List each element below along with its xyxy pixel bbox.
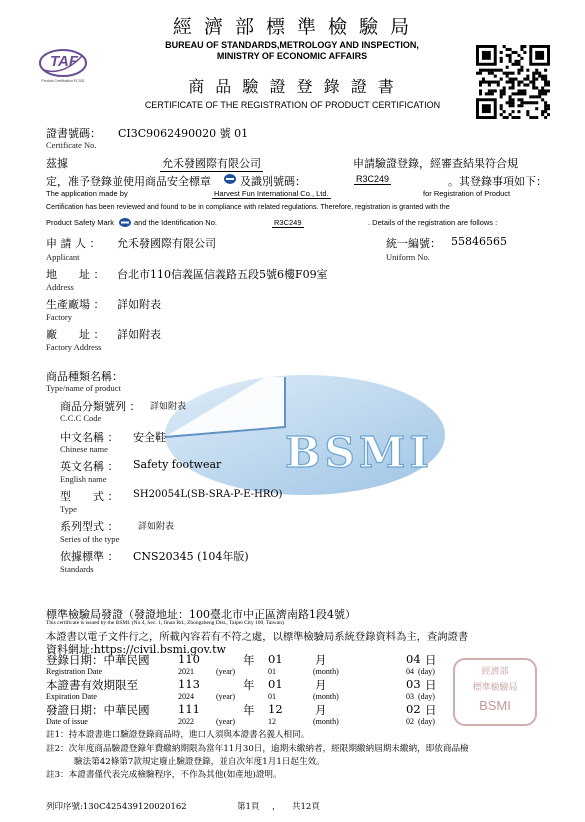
date-0-ye-en: 2021 bbox=[178, 667, 194, 676]
factory-label: 生產廠場 ： bbox=[46, 298, 105, 311]
statement-company-en: Harvest Fun International Co., Ltd. bbox=[214, 189, 329, 198]
uniform-no-label: 統一編號： bbox=[386, 237, 441, 250]
note-3: 註3：本證書僅代表完成檢驗程序，不作為其他(如產地)證明。 bbox=[46, 770, 282, 780]
applicant-value: 允禾發國際有限公司 bbox=[117, 237, 216, 250]
date-2-label: 發證日期：中華民國 bbox=[46, 703, 150, 717]
date-0-yl: 年 bbox=[243, 653, 255, 667]
statement-l2-b: 及識別號碼： bbox=[240, 175, 306, 188]
cert-no-label: 證書號碼： bbox=[46, 127, 101, 140]
uniform-no-value: 55846565 bbox=[451, 235, 507, 248]
ccc-label-en: C.C.C Code bbox=[60, 413, 102, 423]
factory-address-label-en: Factory Address bbox=[46, 342, 102, 352]
date-2-label-en: Date of issue bbox=[46, 717, 88, 726]
date-0-dl: 日 bbox=[425, 653, 437, 667]
statement-l5-a: Product Safety Mark bbox=[46, 218, 114, 227]
footer-page: 第1頁 bbox=[237, 802, 260, 812]
date-0-yle-en: (year) bbox=[216, 667, 236, 676]
standard-value: CNS20345 (104年版) bbox=[133, 550, 249, 563]
date-0-label-en: Registration Date bbox=[46, 667, 103, 676]
date-2-ye-en: 2022 bbox=[178, 717, 194, 726]
date-1-label-en: Expiration Date bbox=[46, 692, 97, 701]
series-label: 系列型式 ： bbox=[60, 520, 119, 533]
uniform-no-label-en: Uniform No. bbox=[386, 252, 430, 262]
date-0-me-en: 01 bbox=[268, 667, 276, 676]
statement-l2-c: 。其登錄事項如下： bbox=[448, 175, 547, 188]
address-value: 台北市110信義區信義路五段5號6樓F09室 bbox=[117, 268, 328, 281]
date-1-ml: 月 bbox=[315, 678, 327, 692]
factory-address-value: 詳如附表 bbox=[117, 328, 161, 341]
bsmi-seal bbox=[453, 658, 537, 726]
note-1: 註1：持本證書進口驗證登錄商品時，進口人須與本證書名義人相同。 bbox=[46, 730, 310, 740]
date-2-m: 12 bbox=[268, 702, 283, 716]
date-1-d: 03 bbox=[406, 677, 421, 691]
seal-line3: BSMI bbox=[479, 698, 511, 713]
address-label-en: Address bbox=[46, 282, 74, 292]
statement-l3-a: The application made by bbox=[46, 189, 128, 198]
note-2: 註2：次年度商品驗證登錄年費繳納期限為當年11月30日，逾期未繳納者，經限期繳納屆期未繳納，即依商品檢 bbox=[46, 744, 469, 754]
bureau-title-cn: 經 濟 部 標 準 檢 驗 局 bbox=[172, 16, 413, 38]
applicant-label-en: Applicant bbox=[46, 252, 80, 262]
statement-l3-b: for Registration of Product bbox=[423, 189, 511, 198]
date-1-yl: 年 bbox=[243, 678, 255, 692]
ccc-label: 商品分類號列 ： bbox=[60, 400, 141, 413]
chinese-name-value: 安全鞋 bbox=[133, 431, 166, 444]
statement-l5-id: R3C249 bbox=[274, 218, 302, 227]
type-label-en: Type bbox=[60, 504, 77, 514]
date-2-de-en: 02 bbox=[406, 717, 414, 726]
certificate-title-en: CERTIFICATE OF THE REGISTRATION OF PRODUCT CERTIFICATION bbox=[144, 100, 441, 110]
date-2-dle-en: (day) bbox=[418, 717, 435, 726]
date-2-d: 02 bbox=[406, 702, 421, 716]
date-0-de-en: 04 bbox=[406, 667, 414, 676]
statement-id: R3C249 bbox=[356, 174, 390, 184]
taf-logo-sub: Product Certification PC031 bbox=[41, 79, 85, 83]
statement-l1-b: 申請驗證登錄，經審查結果符合規 bbox=[353, 157, 518, 170]
date-1-m: 01 bbox=[268, 677, 283, 691]
statement-company-cn: 允禾發國際有限公司 bbox=[162, 157, 261, 170]
date-0-ml: 月 bbox=[315, 653, 327, 667]
date-0-m: 01 bbox=[268, 652, 283, 666]
standard-label-en: Standards bbox=[60, 564, 94, 574]
bureau-title-en-2: MINISTRY OF ECONOMIC AFFAIRS bbox=[216, 51, 368, 61]
bsmi-watermark-text: BSMI bbox=[285, 428, 433, 477]
footer-serial: 列印序號:130C425439120020162 bbox=[46, 802, 187, 812]
date-2-mle-en: (month) bbox=[313, 717, 339, 726]
issuer-line1: 標準檢驗局發證（發證地址：100臺北市中正區濟南路1段4號） bbox=[46, 608, 356, 621]
cert-no-label-en: Certificate No. bbox=[46, 140, 97, 150]
date-2-yle-en: (year) bbox=[216, 717, 236, 726]
statement-l5-b: and the Identification No. bbox=[134, 218, 217, 227]
statement-l5-c: . Details of the registration are follows : bbox=[368, 218, 498, 227]
type-label: 型 式 ： bbox=[60, 490, 119, 503]
date-0-mle-en: (month) bbox=[313, 667, 339, 676]
chinese-name-label-en: Chinese name bbox=[60, 444, 108, 454]
product-type-label: 商品種類名稱： bbox=[46, 370, 123, 383]
series-label-en: Series of the type bbox=[60, 534, 120, 544]
seal-line1: 經濟部 bbox=[481, 667, 509, 677]
date-1-mle-en: (month) bbox=[313, 692, 339, 701]
issuer-line2: 本證書以電子文件行之，所載內容若有不符之處，以標準檢驗局系統登錄資料為主，查詢證書 bbox=[46, 631, 469, 643]
english-name-value: Safety footwear bbox=[133, 458, 222, 471]
statement-l2-a: 定，准予登錄並使用商品安全標章 bbox=[46, 175, 211, 188]
date-0-dle-en: (day) bbox=[418, 667, 435, 676]
factory-address-label: 廠 址 ： bbox=[46, 328, 105, 341]
bsmi-watermark bbox=[155, 367, 455, 507]
applicant-label: 申 請 人 ： bbox=[46, 237, 101, 250]
date-2-me-en: 12 bbox=[268, 717, 276, 726]
date-2-y: 111 bbox=[178, 702, 200, 716]
qr-code-icon bbox=[476, 45, 550, 119]
standard-label: 依據標準 ： bbox=[60, 550, 119, 563]
taf-logo bbox=[38, 48, 88, 88]
seal-line2: 標準檢驗局 bbox=[472, 683, 518, 693]
type-value: SH20054L(SB-SRA-P-E-HRO) bbox=[133, 489, 283, 500]
certificate-title-cn: 商 品 驗 證 登 錄 證 書 bbox=[188, 77, 397, 96]
bureau-title-en-1: BUREAU OF STANDARDS,METROLOGY AND INSPECTION, bbox=[165, 40, 419, 50]
factory-value: 詳如附表 bbox=[117, 298, 161, 311]
date-0-y: 110 bbox=[178, 652, 200, 666]
date-1-yle-en: (year) bbox=[216, 692, 236, 701]
date-0-label: 登錄日期：中華民國 bbox=[46, 653, 150, 667]
statement-l1-a: 茲據 bbox=[46, 157, 68, 170]
date-1-de-en: 03 bbox=[406, 692, 414, 701]
date-1-dle-en: (day) bbox=[418, 692, 435, 701]
factory-label-en: Factory bbox=[46, 312, 72, 322]
chinese-name-label: 中文名稱 ： bbox=[60, 431, 119, 444]
statement-l4: Certification has been reviewed and found to be in compliance with related regulations. Therefore, registration is granted with the bbox=[46, 203, 450, 211]
english-name-label-en: English name bbox=[60, 474, 107, 484]
date-1-dl: 日 bbox=[425, 678, 437, 692]
date-0-d: 04 bbox=[406, 652, 421, 666]
cert-no-value: CI3C9062490020 號 01 bbox=[118, 127, 249, 140]
date-1-y: 113 bbox=[178, 677, 200, 691]
series-value: 詳如附表 bbox=[138, 522, 175, 532]
footer-sep: ， bbox=[272, 802, 281, 812]
address-label: 地 址 ： bbox=[46, 268, 105, 281]
safety-mark-icon bbox=[118, 217, 132, 228]
english-name-label: 英文名稱 ： bbox=[60, 460, 119, 473]
footer-total: 共12頁 bbox=[292, 802, 320, 812]
ccc-value: 詳如附表 bbox=[150, 402, 187, 412]
date-2-dl: 日 bbox=[425, 703, 437, 717]
date-1-me-en: 01 bbox=[268, 692, 276, 701]
taf-logo-text: TAF bbox=[50, 53, 79, 70]
safety-mark-icon bbox=[223, 173, 237, 185]
date-2-ml: 月 bbox=[315, 703, 327, 717]
date-1-ye-en: 2024 bbox=[178, 692, 194, 701]
date-1-label: 本證書有效期限至 bbox=[46, 678, 138, 692]
date-2-yl: 年 bbox=[243, 703, 255, 717]
issuer-line3: 資料網址:https://civil.bsmi.gov.tw bbox=[46, 643, 226, 656]
issuer-line1-en: This certificate is issued by the BSMI. (No.4, Sec. 1, Jinan Rd., Zhongzheng Dist., Taipei City 100, Taiwan) bbox=[46, 620, 284, 626]
product-type-label-en: Type/name of product bbox=[46, 383, 121, 393]
note-2-cont: 驗法第42條第7款規定廢止驗證登錄，並自次年度1月1日起生效。 bbox=[74, 757, 325, 767]
